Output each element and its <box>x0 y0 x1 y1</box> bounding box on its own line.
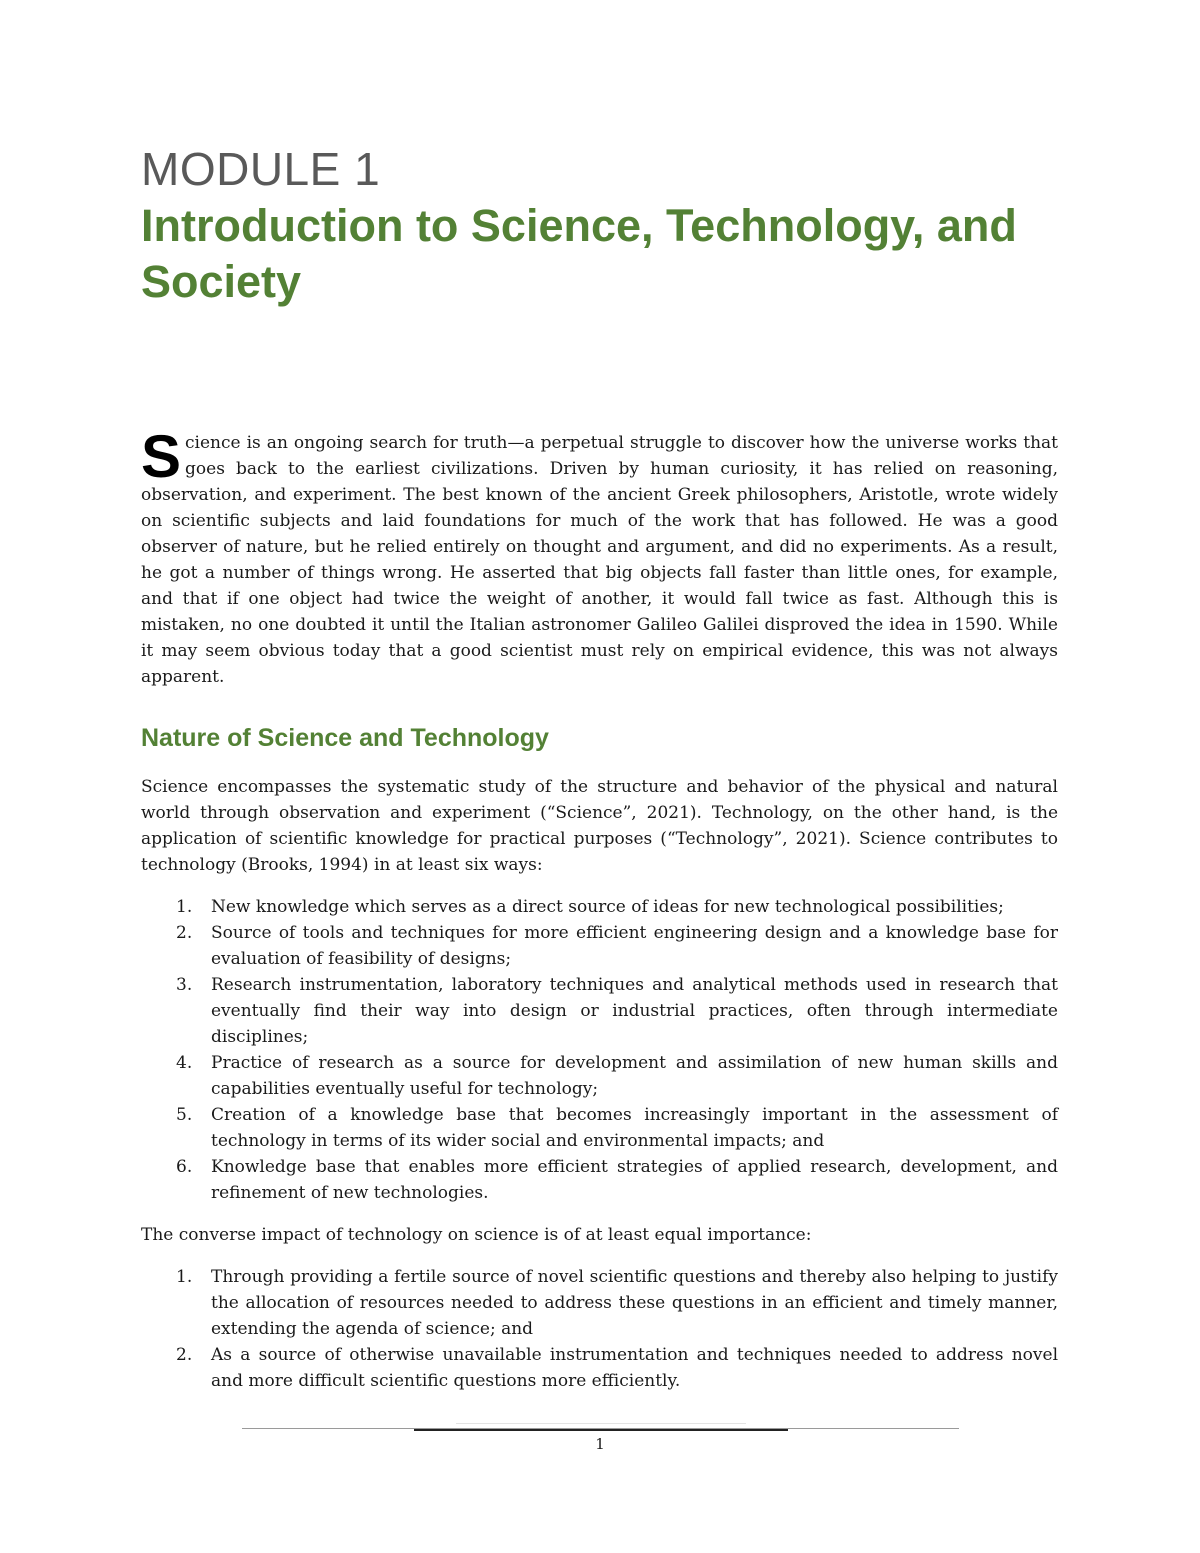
section-paragraph-2: The converse impact of technology on science is of at least equal importance: <box>141 1225 812 1245</box>
drop-cap: S <box>141 423 182 490</box>
footer-divider-accent <box>414 1429 788 1431</box>
technology-impacts-list <box>141 1264 1058 1394</box>
footer-divider-faint <box>456 1423 746 1424</box>
list-item-text: As a source of otherwise unavailable instrumentation and techniques needed to address novel and more difficult scientific questions more efficiently. <box>211 1345 1058 1391</box>
list-item-text: Research instrumentation, laboratory techniques and analytical methods used in research that eventually find their way into design or industrial practices, often through intermediate disciplines; <box>211 975 1058 1047</box>
intro-paragraph <box>141 423 1058 690</box>
list-item-text: Knowledge base that enables more efficient strategies of applied research, development, and refinement of new technologies. <box>211 1157 1058 1203</box>
list-item-text: New knowledge which serves as a direct source of ideas for new technological possibilities; <box>211 897 1004 917</box>
list-item <box>141 1264 1058 1342</box>
list-item-text: Through providing a fertile source of novel scientific questions and thereby also helping to justify the allocation of resources needed to address these questions in an efficient and timely manner, extending the agenda of science; and <box>211 1267 1058 1339</box>
page-number: 1 <box>595 1435 605 1453</box>
list-item-text: Creation of a knowledge base that becomes increasingly important in the assessment of technology in terms of its wider social and environmental impacts; and <box>211 1105 1058 1151</box>
list-item <box>141 1102 1058 1154</box>
section-heading: Nature of Science and Technology <box>141 724 549 752</box>
list-item-number: 1. <box>176 1267 193 1287</box>
section-paragraph-1: Science encompasses the systematic study of the structure and behavior of the physical and natural world through observation and experiment (“Science”, 2021). Technology, on the other hand, is the application of scientific knowledge for practical purposes (“Technology”, 2021). Science contributes to technology (Brooks, 1994) in at least six ways: <box>141 777 1058 875</box>
module-label: MODULE 1 <box>141 143 381 195</box>
list-item <box>141 1342 1058 1394</box>
list-item-number: 1. <box>176 897 193 917</box>
list-item-number: 2. <box>176 1345 193 1365</box>
list-item <box>141 920 1058 972</box>
list-item-number: 5. <box>176 1105 193 1125</box>
list-item-text: Practice of research as a source for development and assimilation of new human skills and capabilities eventually useful for technology; <box>211 1053 1058 1099</box>
section-body <box>141 774 1058 1410</box>
list-item-number: 3. <box>176 975 193 995</box>
list-item-number: 2. <box>176 923 193 943</box>
list-item <box>141 972 1058 1050</box>
module-title: Introduction to Science, Technology, and Society <box>141 200 1017 307</box>
list-item-number: 6. <box>176 1157 193 1177</box>
intro-text: cience is an ongoing search for truth—a perpetual struggle to discover how the universe works that goes back to the earliest civilizations. Driven by human curiosity, it has relied on reasoning, observation, and experiment. The best known of the ancient Greek philosophers, Aristotle, wrote widely on scientific subjects and laid foundations for much of the work that has followed. He was a good observer of nature, but he relied entirely on thought and argument, and did no experiments. As a result, he got a number of things wrong. He asserted that big objects fall faster than little ones, for example, and that if one object had twice the weight of another, it would fall twice as fast. Although this is mistaken, no one doubted it until the Italian astronomer Galileo Galilei disproved the idea in 1590. While it may seem obvious today that a good scientist must rely on empirical evidence, this was not always apparent. <box>141 433 1058 687</box>
list-item-number: 4. <box>176 1053 193 1073</box>
list-item <box>141 894 1058 920</box>
science-contributions-list <box>141 894 1058 1206</box>
list-item <box>141 1050 1058 1102</box>
list-item <box>141 1154 1058 1206</box>
list-item-text: Source of tools and techniques for more efficient engineering design and a knowledge base for evaluation of feasibility of designs; <box>211 923 1058 969</box>
